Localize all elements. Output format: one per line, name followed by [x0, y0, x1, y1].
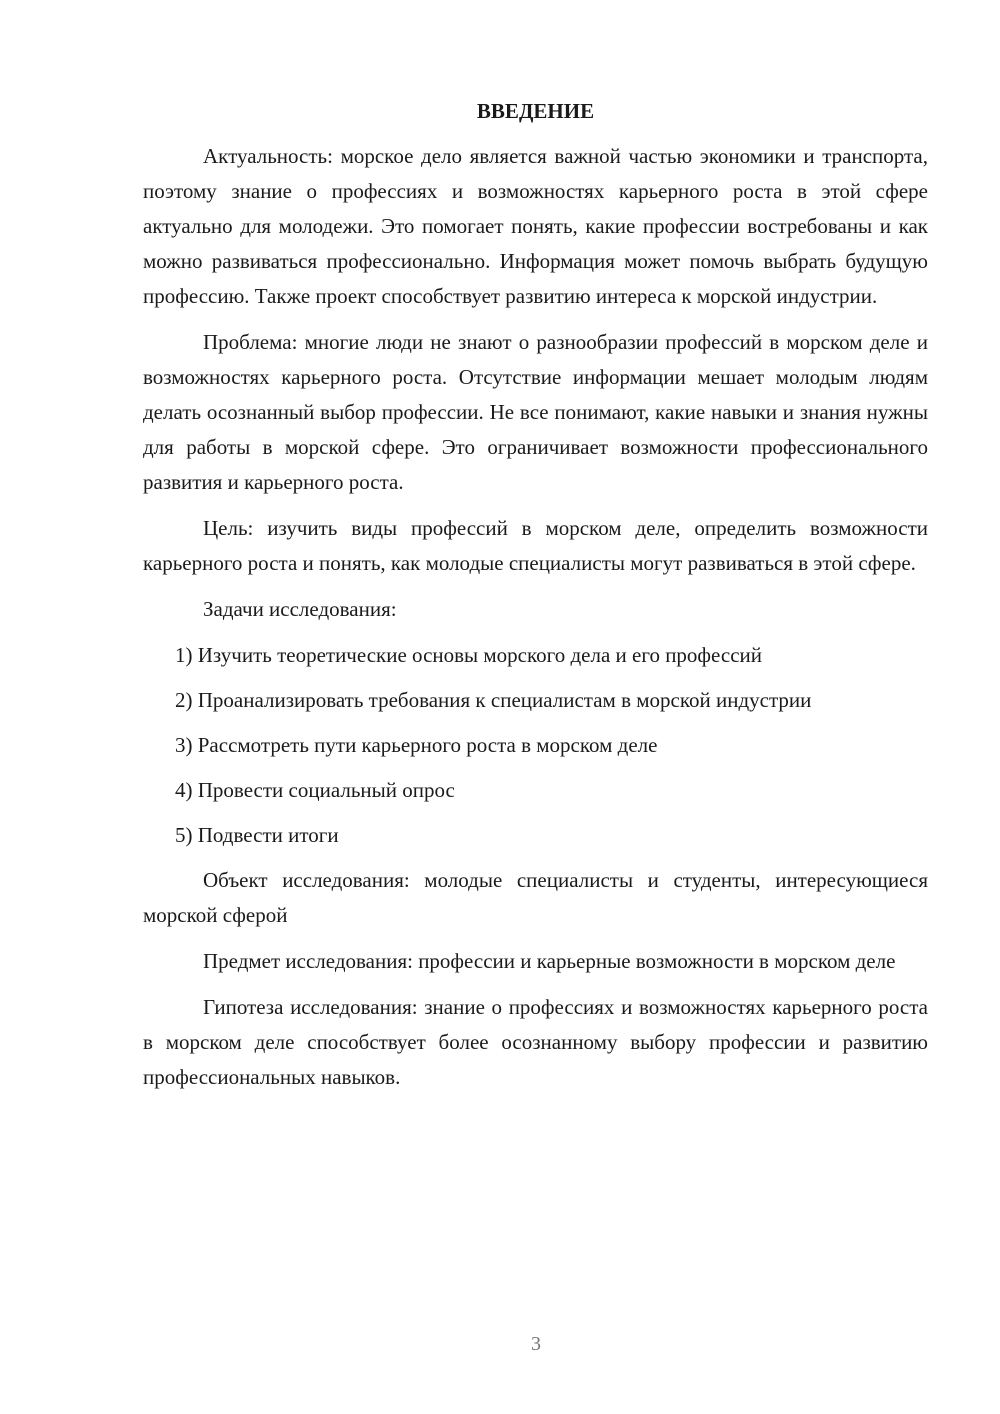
task-item-3: 3) Рассмотреть пути карьерного роста в морском деле — [175, 733, 658, 757]
page-title: ВВЕДЕНИЕ — [476, 99, 595, 123]
paragraph-goal: Цель: изучить виды профессий в морском деле, определить возможности карьерного роста и понять, как молодые специалисты могут развиваться в этой сфере. — [143, 516, 928, 575]
paragraph-relevance: Актуальность: морское дело является важной частью экономики и транспорта, поэтому знание о профессиях и возможностях карьерного роста в этой сфере актуально для молодежи. Это помогает понять, какие профессии востребованы и как можно развиваться профессионально. Информация может помочь выбрать будущую профессию. Также проект способствует развитию интереса к морской индустрии. — [143, 144, 928, 308]
paragraph-object: Объект исследования: молодые специалисты и студенты, интересующиеся морской сферой — [143, 868, 928, 927]
document-page — [143, 96, 928, 1106]
task-item-5: 5) Подвести итоги — [175, 823, 339, 847]
paragraph-hypothesis: Гипотеза исследования: знание о профессиях и возможностях карьерного роста в морском деле способствует более осознанному выбору профессии и развитию профессиональных навыков. — [143, 995, 928, 1089]
task-item-1: 1) Изучить теоретические основы морского дела и его профессий — [175, 643, 762, 667]
paragraph-subject: Предмет исследования: профессии и карьерные возможности в морском деле — [203, 949, 896, 973]
task-item-4: 4) Провести социальный опрос — [175, 778, 455, 802]
paragraph-tasks-heading: Задачи исследования: — [203, 597, 397, 621]
paragraph-problem: Проблема: многие люди не знают о разнообразии профессий в морском деле и возможностях карьерного роста. Отсутствие информации мешает молодым людям делать осознанный выбор профессии. Не все понимают, какие навыки и знания нужны для работы в морской сфере. Это ограничивает возможности профессионального развития и карьерного роста. — [143, 330, 928, 494]
task-item-2: 2) Проанализировать требования к специалистам в морской индустрии — [175, 688, 812, 712]
page-number: 3 — [531, 1333, 541, 1355]
